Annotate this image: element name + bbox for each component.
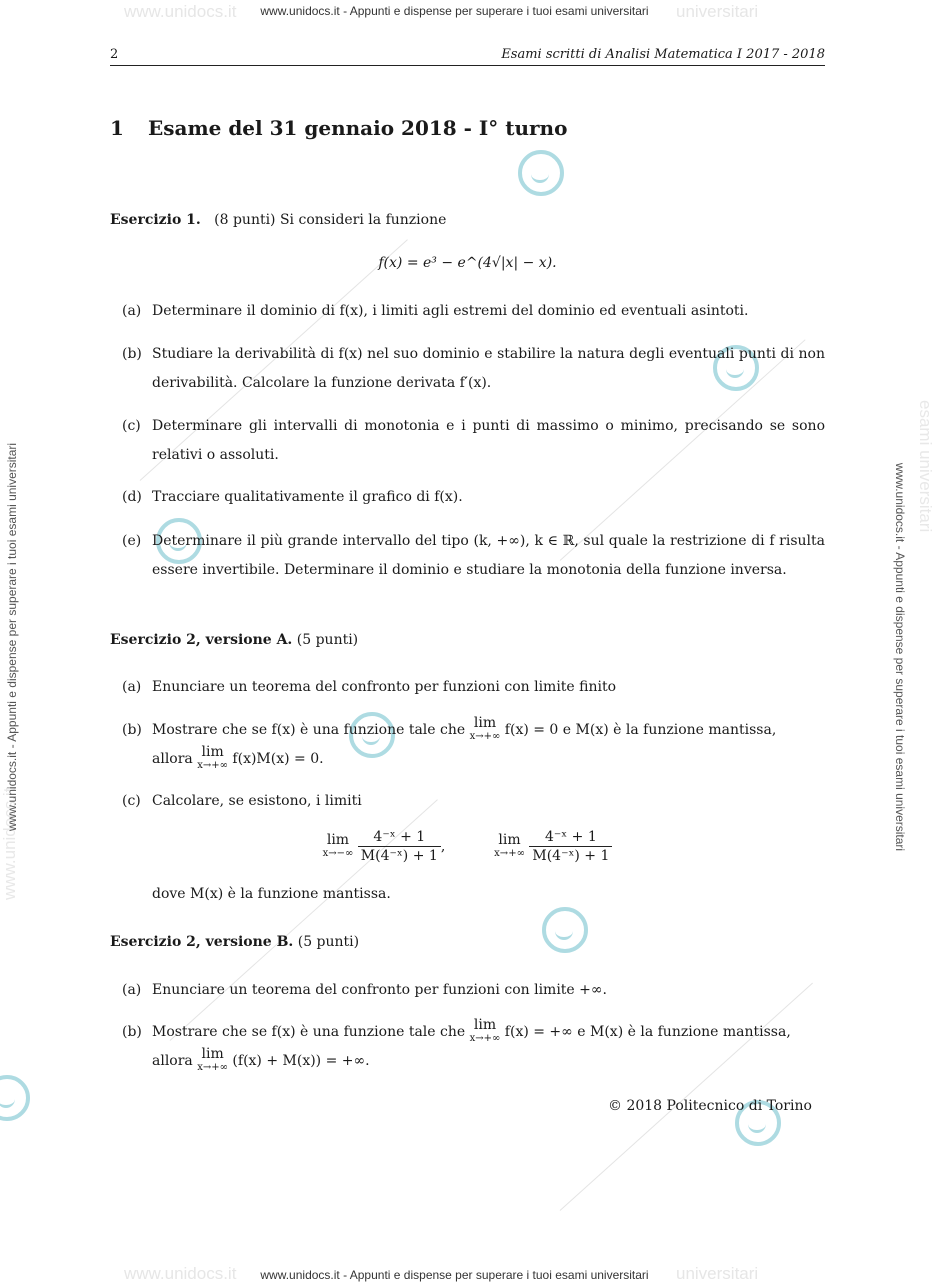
fraction: [358, 828, 441, 865]
exercise-1-item-c: [122, 412, 825, 470]
exercise-1-formula: [110, 255, 825, 271]
item-label: (a): [122, 303, 142, 319]
fraction-numerator: 4⁻ˣ + 1: [529, 828, 612, 847]
item-text: dove M(x) è la funzione mantissa.: [152, 886, 391, 902]
item-text-part: allora: [152, 751, 193, 767]
exercise-2a-item-a: [122, 673, 825, 702]
watermark-logo-icon: [0, 1075, 30, 1121]
section-title: [110, 116, 567, 140]
exercise-2b-item-a: [122, 976, 825, 1005]
item-text: Studiare la derivabilità di f(x) nel suo dominio e stabilire la natura degli eventuali punti di non derivabilità. Calcolare la funzione derivata f′(x).: [152, 346, 825, 391]
watermark-bottom: www.unidocs.it - Appunti e dispense per superare i tuoi esami universitari: [260, 1268, 649, 1282]
watermark-ghost-bottom-left: www.unidocs.it: [124, 1264, 237, 1283]
limit-symbol: lim: [473, 715, 497, 731]
item-text: [152, 1018, 825, 1076]
watermark-ghost-bottom-right: universitari: [676, 1264, 759, 1283]
limit-expression: [197, 1048, 228, 1074]
item-text-part: Mostrare che se f(x) è una funzione tale che: [152, 722, 466, 738]
item-label: (e): [122, 533, 142, 549]
watermark-top: www.unidocs.it - Appunti e dispense per superare i tuoi esami universitari: [260, 4, 649, 18]
page-number: 2: [110, 47, 119, 62]
exercise-1-intro: [110, 206, 825, 235]
item-label: (b): [122, 722, 142, 738]
item-label: (a): [122, 982, 142, 998]
watermark-ghost-left: www.unidocs.it: [124, 2, 237, 21]
exercise-1-item-a: [122, 297, 825, 326]
fraction: [529, 828, 612, 865]
exercise-2a-limits: lim x→−∞ $\frac{\text{4⁻ˣ + 1}}{\text{M(4⁻ˣ) + 1}}$ , lim x→+∞ $\frac{\text{4⁻ˣ + 1}}{\text{M(4⁻ˣ) + 1}}$: [110, 828, 825, 865]
watermark-ghost-right: universitari: [676, 2, 759, 21]
exercise-2a-note: [122, 880, 825, 909]
limit-subscript: x→+∞: [197, 1062, 228, 1073]
function-definition: f(x) = e³ − e^(4√|x| − x).: [378, 255, 557, 271]
item-text: Enunciare un teorema del confronto per funzioni con limite finito: [152, 679, 617, 695]
exercise-1-heading: Esercizio 1.: [110, 212, 201, 228]
watermark-side-left: www.unidocs.it - Appunti e dispense per superare i tuoi esami universitari: [5, 442, 19, 832]
exercise-2a-points: (5 punti): [296, 632, 359, 648]
limit-expression: [197, 746, 228, 772]
item-text-part: allora: [152, 1053, 193, 1069]
exercise-2a-item-b: [122, 716, 825, 774]
watermark-side-right: www.unidocs.it - Appunti e dispense per superare i tuoi esami universitari: [893, 462, 907, 852]
exercise-2b-points: (5 punti): [297, 934, 360, 950]
item-text-part: f(x) = 0 e M(x) è la funzione mantissa,: [504, 722, 777, 738]
section-heading: Esame del 31 gennaio 2018 - I° turno: [148, 116, 568, 140]
limit-subscript: x→+∞: [469, 731, 501, 742]
item-text: Determinare gli intervalli di monotonia e i punti di massimo o minimo, precisando se sono relativi o assoluti.: [152, 418, 825, 463]
exercise-2b-heading: Esercizio 2, versione B.: [110, 934, 294, 950]
limit-subscript: x→+∞: [494, 847, 525, 859]
item-label: (d): [122, 489, 142, 505]
item-text: Determinare il più grande intervallo del tipo (k, +∞), k ∈ ℝ, sul quale la restrizione di f risulta essere invertibile. Determinare il dominio e studiare la monotonia della funzione inversa.: [152, 533, 825, 578]
exercise-2a-item-c: [122, 787, 825, 816]
fraction-denominator: M(4⁻ˣ) + 1: [360, 848, 438, 864]
copyright-notice: © 2018 Politecnico di Torino: [608, 1098, 812, 1114]
item-text: Enunciare un teorema del confronto per funzioni con limite +∞.: [152, 982, 607, 998]
item-text: Tracciare qualitativamente il grafico di f(x).: [152, 489, 463, 505]
exercise-1-intro-text: (8 punti) Si consideri la funzione: [214, 212, 447, 228]
limit-symbol: lim: [201, 1046, 224, 1062]
item-text-part: (f(x) + M(x)) = +∞.: [232, 1053, 370, 1069]
item-text-part: f(x)M(x) = 0.: [232, 751, 324, 767]
limit-symbol: lim: [201, 744, 224, 760]
page-header: [110, 45, 825, 66]
limit-subscript: x→+∞: [469, 1033, 501, 1044]
fraction-numerator: 4⁻ˣ + 1: [358, 828, 441, 847]
watermark-side-right-ghost: esami universitari: [916, 400, 935, 533]
watermark-side-left-ghost: www.unidocs.it: [0, 787, 19, 900]
limit-symbol: lim: [473, 1017, 497, 1033]
running-title: Esami scritti di Analisi Matematica I 2017 - 2018: [501, 47, 825, 62]
item-label: (b): [122, 1024, 142, 1040]
item-text: [152, 716, 825, 774]
limit-expression: [470, 1019, 501, 1045]
exercise-2b-item-b: [122, 1018, 825, 1076]
limit-expression: [494, 831, 525, 860]
limit-symbol: lim: [498, 831, 521, 848]
exercise-2b-heading-line: [110, 928, 825, 957]
item-label: (a): [122, 679, 142, 695]
exercise-1-item-e: [122, 527, 825, 585]
watermark-line: [560, 983, 813, 1211]
exercise-2a-heading-line: [110, 626, 825, 655]
item-text: Determinare il dominio di f(x), i limiti agli estremi del dominio ed eventuali asintoti.: [152, 303, 749, 319]
item-label: (c): [122, 418, 141, 434]
exercise-2a-heading: Esercizio 2, versione A.: [110, 632, 293, 648]
exercise-1-item-b: [122, 340, 825, 398]
limit-subscript: x→−∞: [322, 847, 354, 859]
limit-expression: [470, 717, 501, 743]
fraction-denominator: M(4⁻ˣ) + 1: [532, 848, 610, 864]
section-number: 1: [110, 116, 124, 140]
limit-subscript: x→+∞: [197, 760, 228, 771]
exercise-1-item-d: [122, 483, 825, 512]
item-text-part: Mostrare che se f(x) è una funzione tale che: [152, 1024, 466, 1040]
item-label: (b): [122, 346, 142, 362]
limit-symbol: lim: [326, 831, 350, 848]
limit-expression: [322, 831, 354, 860]
item-text: Calcolare, se esistono, i limiti: [152, 793, 362, 809]
item-text-part: f(x) = +∞ e M(x) è la funzione mantissa,: [504, 1024, 791, 1040]
watermark-logo-icon: [518, 150, 564, 196]
item-label: (c): [122, 793, 141, 809]
